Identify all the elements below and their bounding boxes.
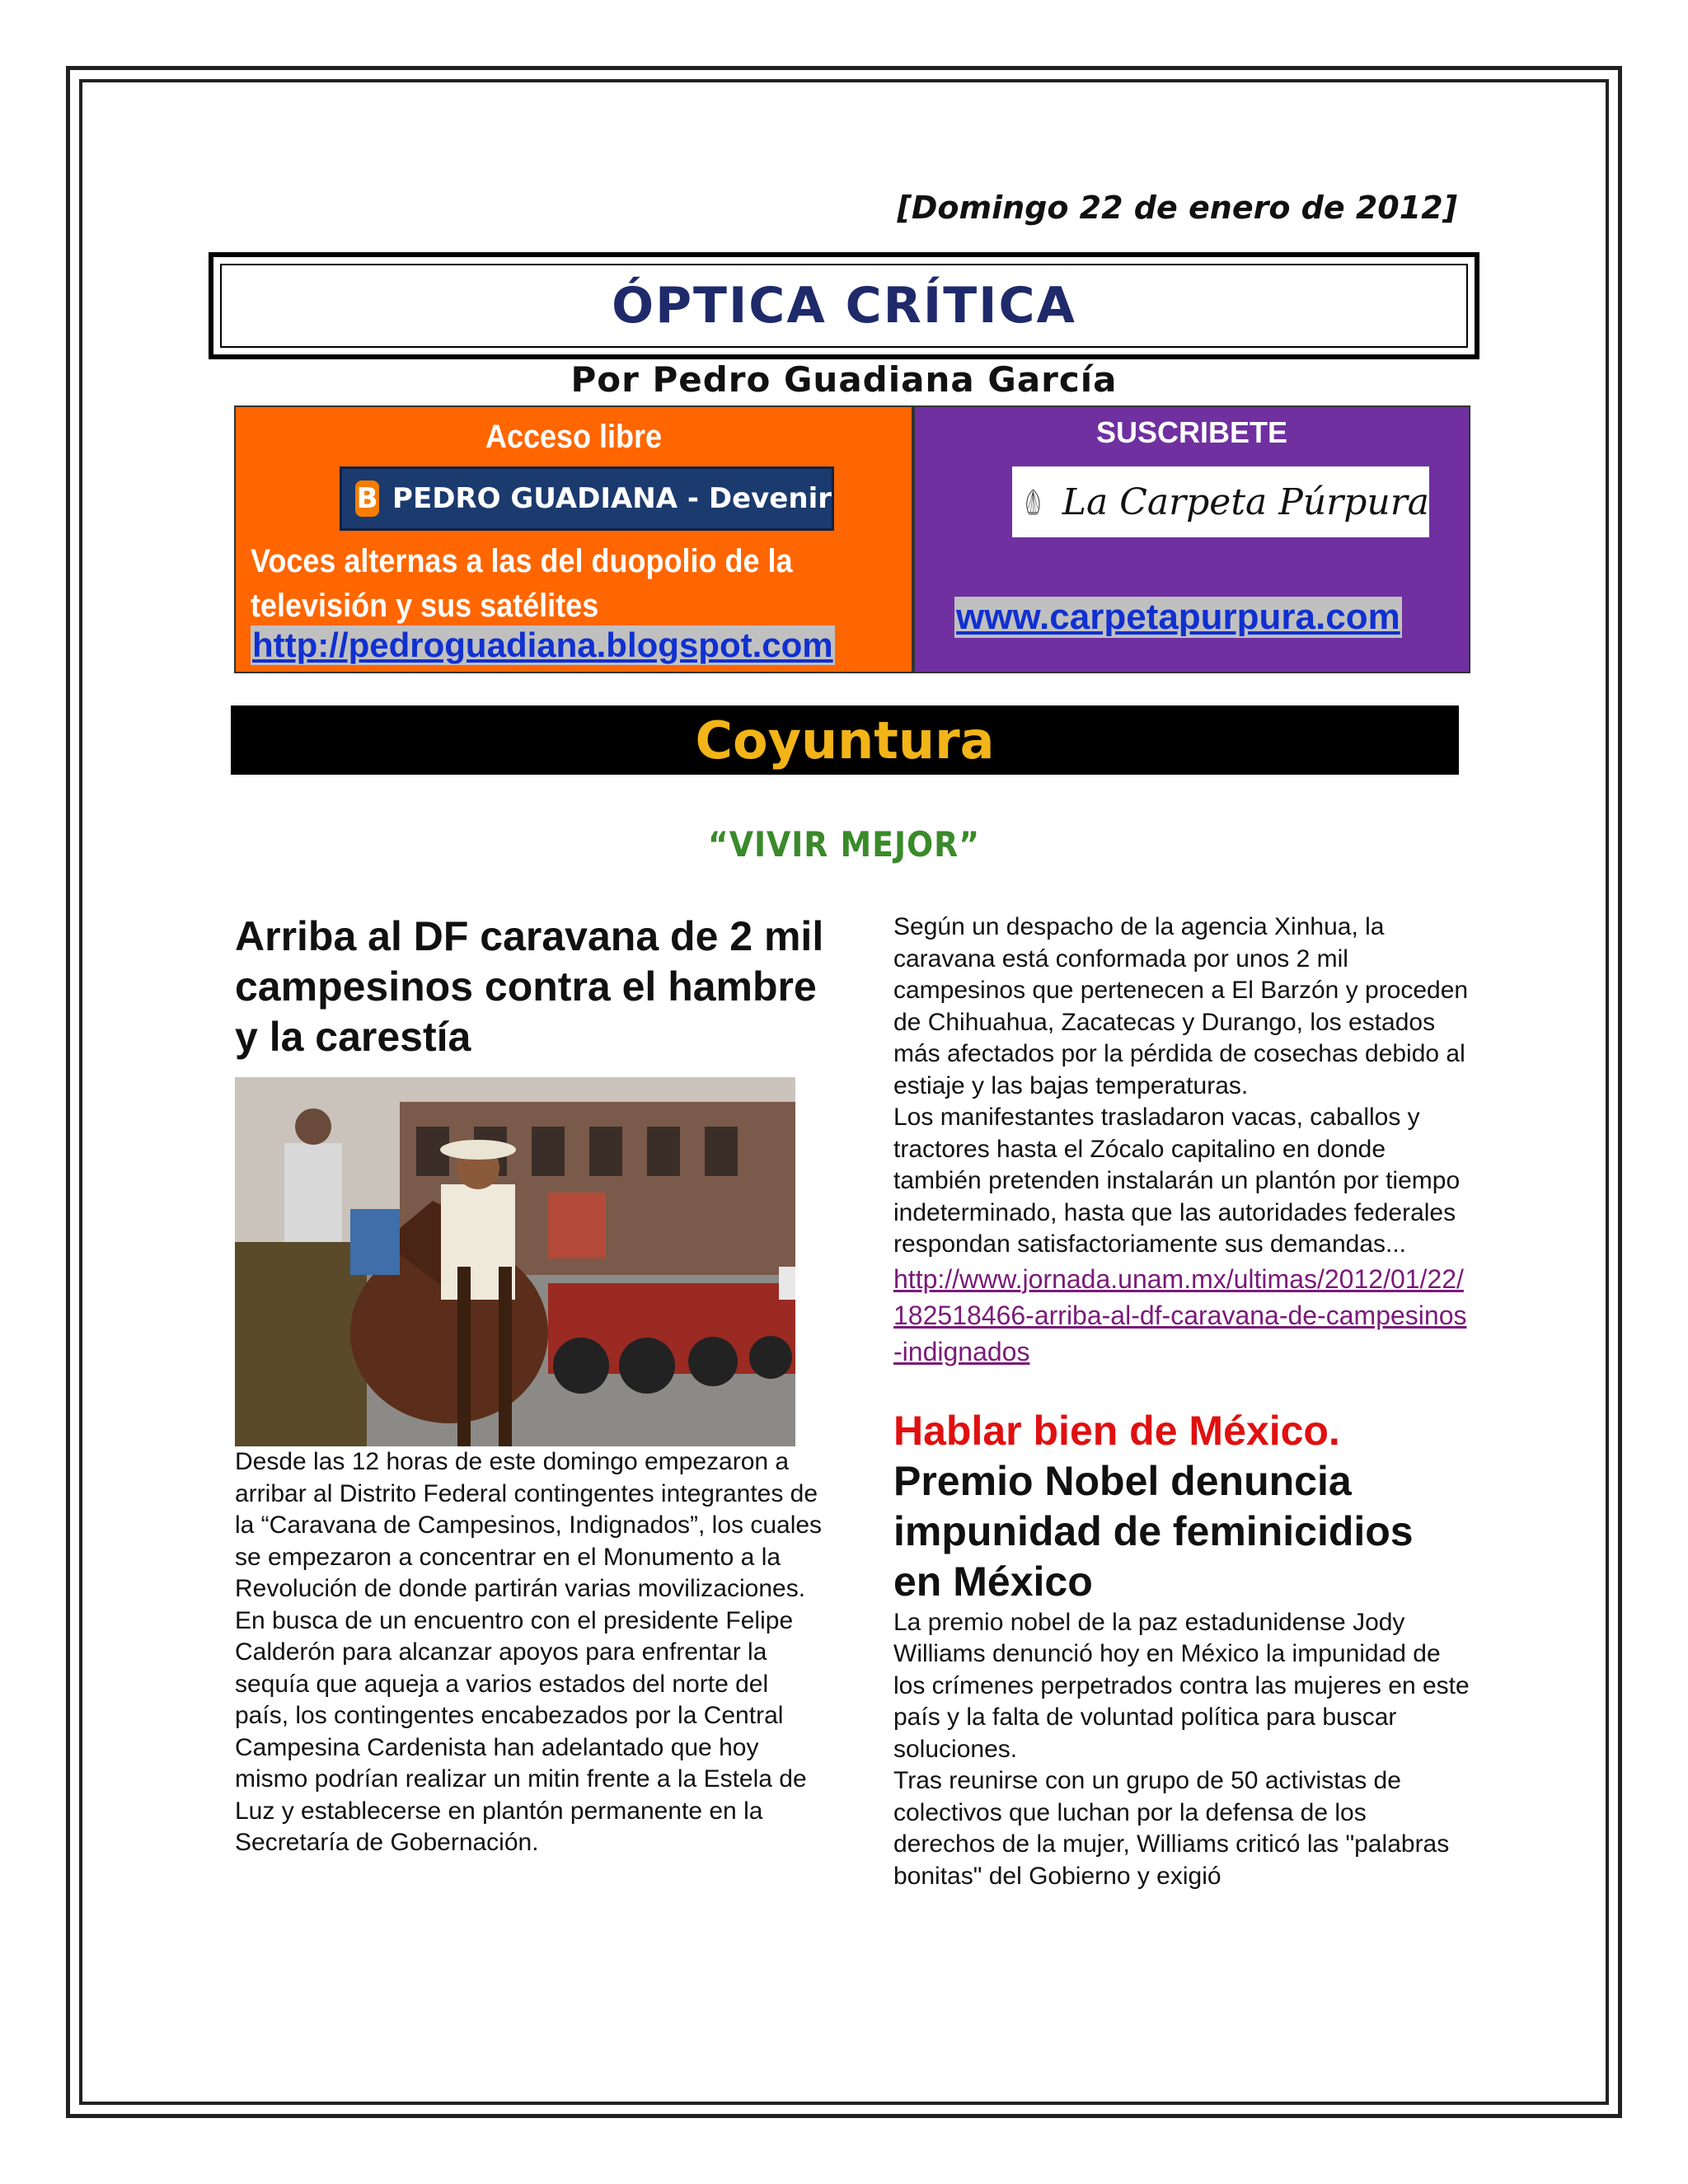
column-left xyxy=(235,912,828,1859)
blog-badge-text: PEDRO GUADIANA - Devenir xyxy=(392,482,832,515)
caravan-photo xyxy=(235,1077,795,1446)
blog-link[interactable]: http://pedroguadiana.blogspot.com xyxy=(252,626,833,664)
issue-date: [Domingo 22 de enero de 2012] xyxy=(897,190,1457,226)
title-box xyxy=(209,252,1479,359)
article2-kicker: Hablar bien de México. xyxy=(893,1407,1340,1454)
article1-para2: En busca de un encuentro con el presidente Felipe Calderón para alcanzar apoyos para enfrentar la sequía que aqueja a varios estados del norte del país, los contingentes encabezados por la Central Campesina Cardenista han adelantado que hoy mismo podrían realizar un mitin frente a la Estela de Luz y establecerse en plantón permanente en la Secretaría de Gobernación. xyxy=(235,1606,807,1856)
carpeta-logo-text: La Carpeta Púrpura xyxy=(1062,480,1429,523)
article1-para1: Desde las 12 horas de este domingo empezaron a arribar al Distrito Federal contingentes integrantes de la “Caravana de Campesinos, Indignados”, los cuales se empezaron a concentrar en el Monumento a la Revolución de donde partirán varias movilizaciones. xyxy=(235,1448,823,1602)
carpeta-link[interactable]: www.carpetapurpura.com xyxy=(956,597,1400,637)
article1-headline: Arriba al DF caravana de 2 mil campesinos contra el hambre y la carestía xyxy=(235,913,824,1060)
section-subtitle: “VIVIR MEJOR” xyxy=(707,824,981,865)
promo-heading-acceso: Acceso libre xyxy=(485,419,663,455)
blogger-icon: B xyxy=(356,482,378,515)
shell-icon xyxy=(1022,473,1044,531)
promo-panel-blog xyxy=(234,405,913,673)
article1-para4: Los manifestantes trasladaron vacas, caballos y tractores hasta el Zócalo capitalino en donde también pretenden instalarán un plantón por tiempo indeterminado, hasta que las autoridades federales respondan satisfactoriamente sus demandas... xyxy=(893,1104,1461,1258)
publication-title: ÓPTICA CRÍTICA xyxy=(612,277,1076,335)
byline: Por Pedro Guadiana García xyxy=(570,359,1118,400)
section-bar xyxy=(231,705,1459,775)
article2-para1: La premio nobel de la paz estadunidense Jody Williams denunció hoy en México la impunidad de los crímenes perpetrados contra las mujeres en este país y la falta de voluntad política para buscar soluciones. xyxy=(893,1608,1470,1763)
promo-tagline: Voces alternas a las del duopolio de la televisión y sus satélites xyxy=(251,543,793,624)
column-right xyxy=(893,912,1470,1892)
section-title: Coyuntura xyxy=(695,710,995,771)
promo-heading-suscribete: SUSCRIBETE xyxy=(1095,415,1288,449)
carpeta-purpura-logo[interactable] xyxy=(1012,466,1429,537)
article1-para3: Según un despacho de la agencia Xinhua, la caravana está conformada por unos 2 mil campesinos que pertenecen a El Barzón y proceden de Chihuahua, Zacatecas y Durango, los estados más afectados por la pérdida de cosechas debido al estiaje y las bajas temperaturas. xyxy=(893,913,1469,1099)
article2-para2: Tras reunirse con un grupo de 50 activistas de colectivos que luchan por la defensa de los derechos de la mujer, Williams criticó las "palabras bonitas" del Gobierno y exigió xyxy=(893,1767,1450,1890)
promo-panel-subscribe xyxy=(913,405,1470,673)
blog-badge[interactable] xyxy=(340,466,834,531)
article1-source-link[interactable]: http://www.jornada.unam.mx/ultimas/2012/01/22/182518466-arriba-al-df-caravana-de-campesinos-indignados xyxy=(893,1263,1467,1366)
article2-headline: Premio Nobel denuncia impunidad de feminicidios en México xyxy=(893,1457,1414,1605)
article1-photo xyxy=(235,1077,795,1446)
